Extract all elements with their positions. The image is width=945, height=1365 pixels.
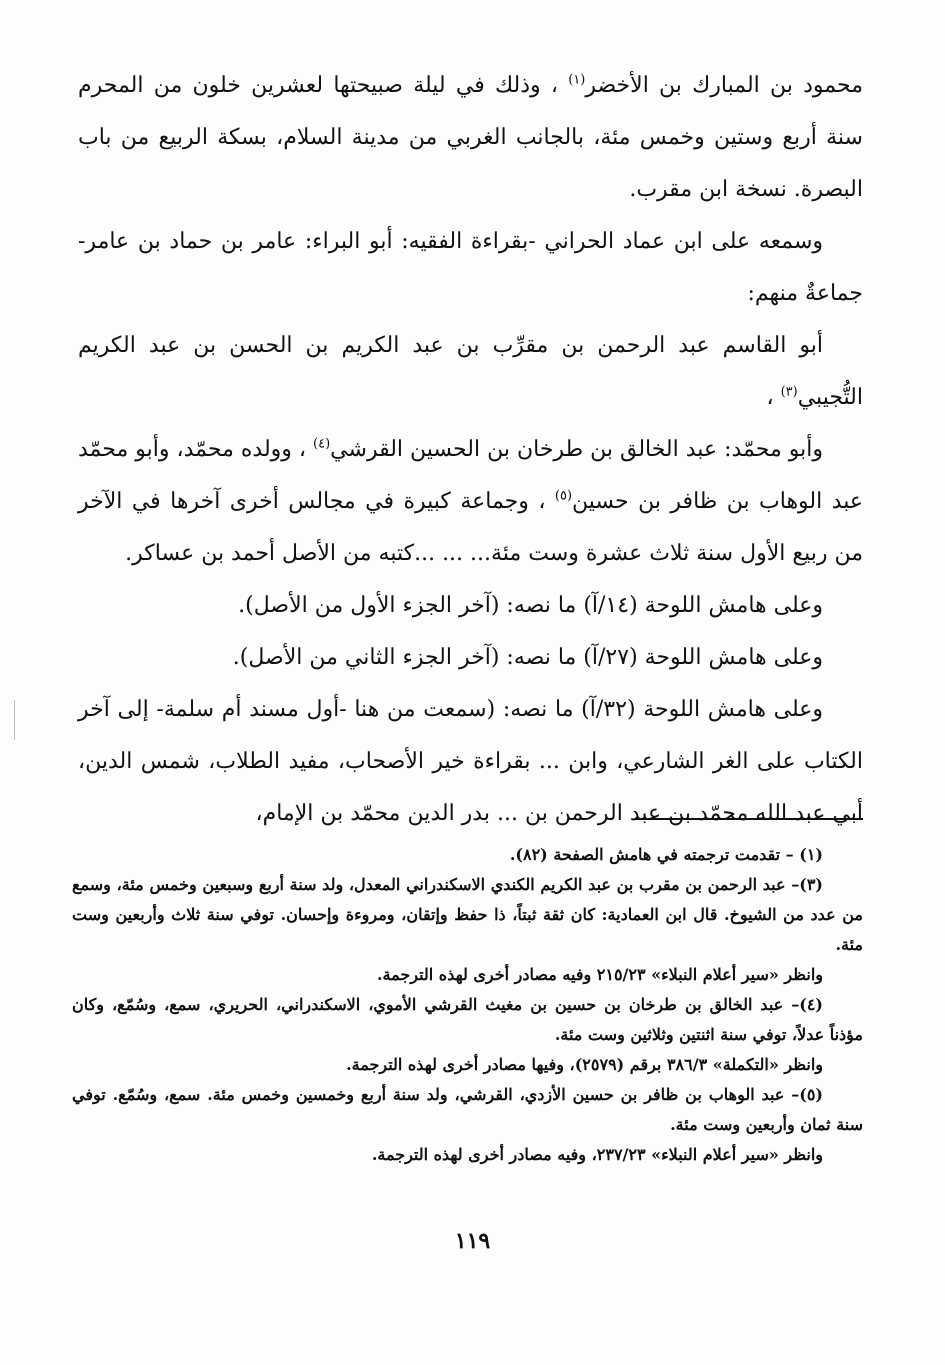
paragraph-text: محمود بن المبارك بن الأخضر [585,73,863,98]
footnote-ref: (٣) [780,384,798,400]
footnotes [72,840,863,1170]
footnote-divider [635,818,863,820]
paragraph-text: وأبو محمّد: عبد الخالق بن طرخان بن الحسين القرشي [330,437,823,462]
paragraph [78,424,863,580]
paragraph-text: وعلى هامش اللوحة (١٤/آ) ما نصه: (آخر الجزء الأول من الأصل). [238,593,823,618]
footnote: وانظر «سير أعلام النبلاء» ٢١٥/٢٣ وفيه مصادر أخرى لهذه الترجمة. [376,965,823,984]
paragraph-text: ، وجماعة كبيرة في مجالس أخرى آخرها في الآخر من ربيع الأول سنة ثلاث عشرة وست مئة... ... ...كتبه من الأصل أحمد بن عساكر. [78,489,863,566]
paragraph [78,320,863,424]
footnote: (٤)– عبد الخالق بن طرخان بن حسين بن مغيث القرشي الأموي، الاسكندراني، الحريري، سمع، وسُمّع، وكان مؤذناً عدلاً، توفي سنة اثنتين وثلاثين وست مئة. [72,995,863,1044]
paragraph-text: وسمعه على ابن عماد الحراني -بقراءة الفقيه: أبو البراء: عامر بن حماد بن عامر- جماعةٌ منهم: [78,229,863,306]
paragraph [78,632,863,684]
paragraph-text: وعلى هامش اللوحة (٢٧/آ) ما نصه: (آخر الجزء الثاني من الأصل). [232,645,823,670]
paragraph-text: ، وذلك في ليلة صبيحتها لعشرين خلون من المحرم سنة أربع وستين وخمس مئة، بالجانب الغربي من مدينة السلام، بسكة الربيع من باب البصرة. نسخة ابن مقرب. [78,73,863,202]
footnote-ref: (٥) [554,488,573,504]
paragraph [78,684,863,840]
footnote: (٥)– عبد الوهاب بن ظافر بن حسين الأزدي، القرشي، ولد سنة أربع وخمسين وخمس مئة. سمع، وسُمّع. توفي سنة ثمان وأربعين وست مئة. [72,1085,863,1134]
paragraph-text: أبو القاسم عبد الرحمن بن مقرِّب بن عبد الكريم بن الحسن بن عبد الكريم التُّجيبي [78,333,863,410]
paragraph-text: وعلى هامش اللوحة (٣٢/آ) ما نصه: (سمعت من هنا -أول مسند أم سلمة- إلى آخر الكتاب على الغر الشارعي، وابن ... بقراءة خير الأصحاب، مفيد الطلاب، شمس الدين، أبي عبد الله محمّد بن عبد الرحمن بن ... بدر الدين محمّد بن الإمام، [78,697,863,826]
footnote: وانظر «سير أعلام النبلاء» ٢٣٧/٢٣، وفيه مصادر أخرى لهذه الترجمة. [371,1145,823,1164]
paragraph [78,580,863,632]
footnote-ref: (٤) [313,436,331,452]
main-text [78,60,863,840]
footnote-ref: (١) [568,72,586,88]
paragraph [78,216,863,320]
scan-mark [14,700,15,740]
footnote: (٣)– عبد الرحمن بن مقرب بن عبد الكريم الكندي الاسكندراني المعدل، ولد سنة أربع وسبعين وخمس مئة، وسمع من عدد من الشيوخ. قال ابن العمادية: كان ثقة ثبتاً، ذا حفظ وإتقان، ومروءة وإحسان. توفي سنة ثلاث وأربعين وست مئة. [72,875,863,954]
page-number: ١١٩ [454,1228,491,1254]
paragraph-text: ، وولده محمّد، وأبو محمّد عبد الوهاب بن ظافر بن حسين [78,437,863,514]
paragraph-text: ، [766,385,781,410]
footnote: (١) – تقدمت ترجمته في هامش الصفحة (٨٢). [509,845,823,864]
footnote: وانظر «التكملة» ٣٨٦/٣ برقم (٢٥٧٩)، وفيها مصادر أخرى لهذه الترجمة. [346,1055,823,1074]
paragraph [78,60,863,216]
